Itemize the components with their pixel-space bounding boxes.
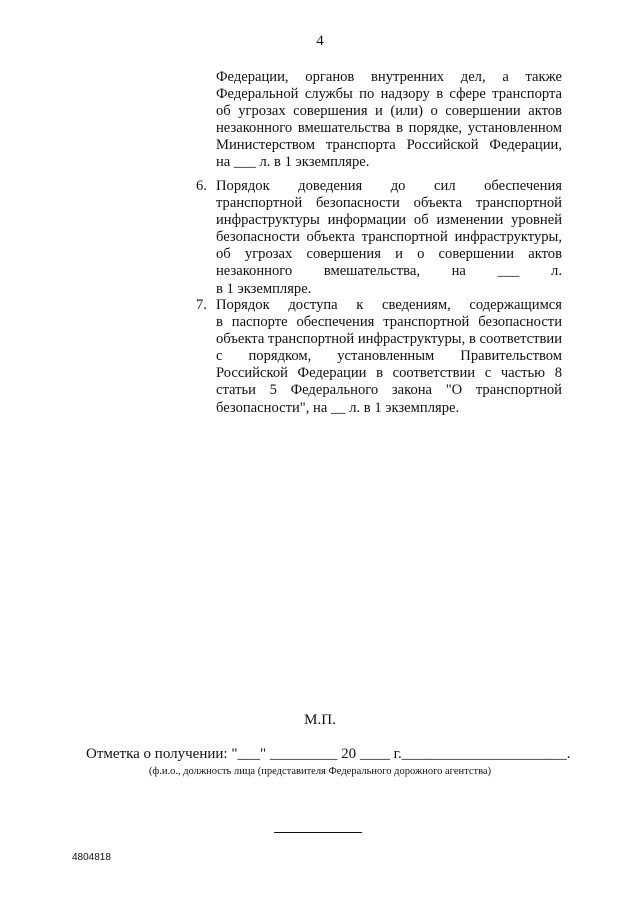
item-text [216,297,562,417]
continuation-paragraph [216,69,562,172]
text-line: инфраструктуры информации об изменении уровней [216,212,562,229]
text-line: незаконного вмешательства в порядке, установленном [216,120,562,137]
text-line: безопасности объекта транспортной инфраструктуры, [216,229,562,246]
text-line: безопасности", на __ л. в 1 экземпляре. [216,399,460,416]
text-line: об угрозах совершения и о совершении актов [216,246,562,263]
text-line: транспортной безопасности объекта транспортной [216,195,562,212]
text-line: статьи 5 Федерального закона "О транспортной [216,382,562,399]
text-line: на ___ л. в 1 экземпляре. [216,154,370,171]
document-code: 4804818 [72,852,111,863]
text-line: в 1 экземпляре. [216,280,312,297]
text-line: с порядком, установленным Правительством [216,348,562,365]
text-line: Российской Федерации в соответствии с частью 8 [216,365,562,382]
divider [274,832,362,833]
item-number: 7. [196,297,207,313]
page-number: 4 [316,33,324,49]
text-line: Порядок доступа к сведениям, содержащимся [216,297,562,313]
receipt-line: Отметка о получении: "___" _________ 20 ____ г.______________________. [86,746,571,762]
text-line: об угрозах совершения и (или) о совершении актов [216,103,562,120]
text-line: объекта транспортной инфраструктуры, в соответствии [216,331,562,348]
text-line: в паспорте обеспечения транспортной безопасности [216,314,562,331]
item-number: 6. [196,178,207,194]
text-line: Федеральной службы по надзору в сфере транспорта [216,86,562,103]
text-line: незаконного вмешательства, на ___ л. [216,263,562,280]
receipt-caption: (ф.и.о., должность лица (представителя Федерального дорожного агентства) [148,766,492,777]
text-line: Порядок доведения до сил обеспечения [216,178,562,194]
item-text [216,178,562,298]
stamp-label: М.П. [304,712,336,728]
text-line: Министерством транспорта Российской Федерации, [216,137,562,154]
text-line: Федерации, органов внутренних дел, а также [216,69,562,85]
